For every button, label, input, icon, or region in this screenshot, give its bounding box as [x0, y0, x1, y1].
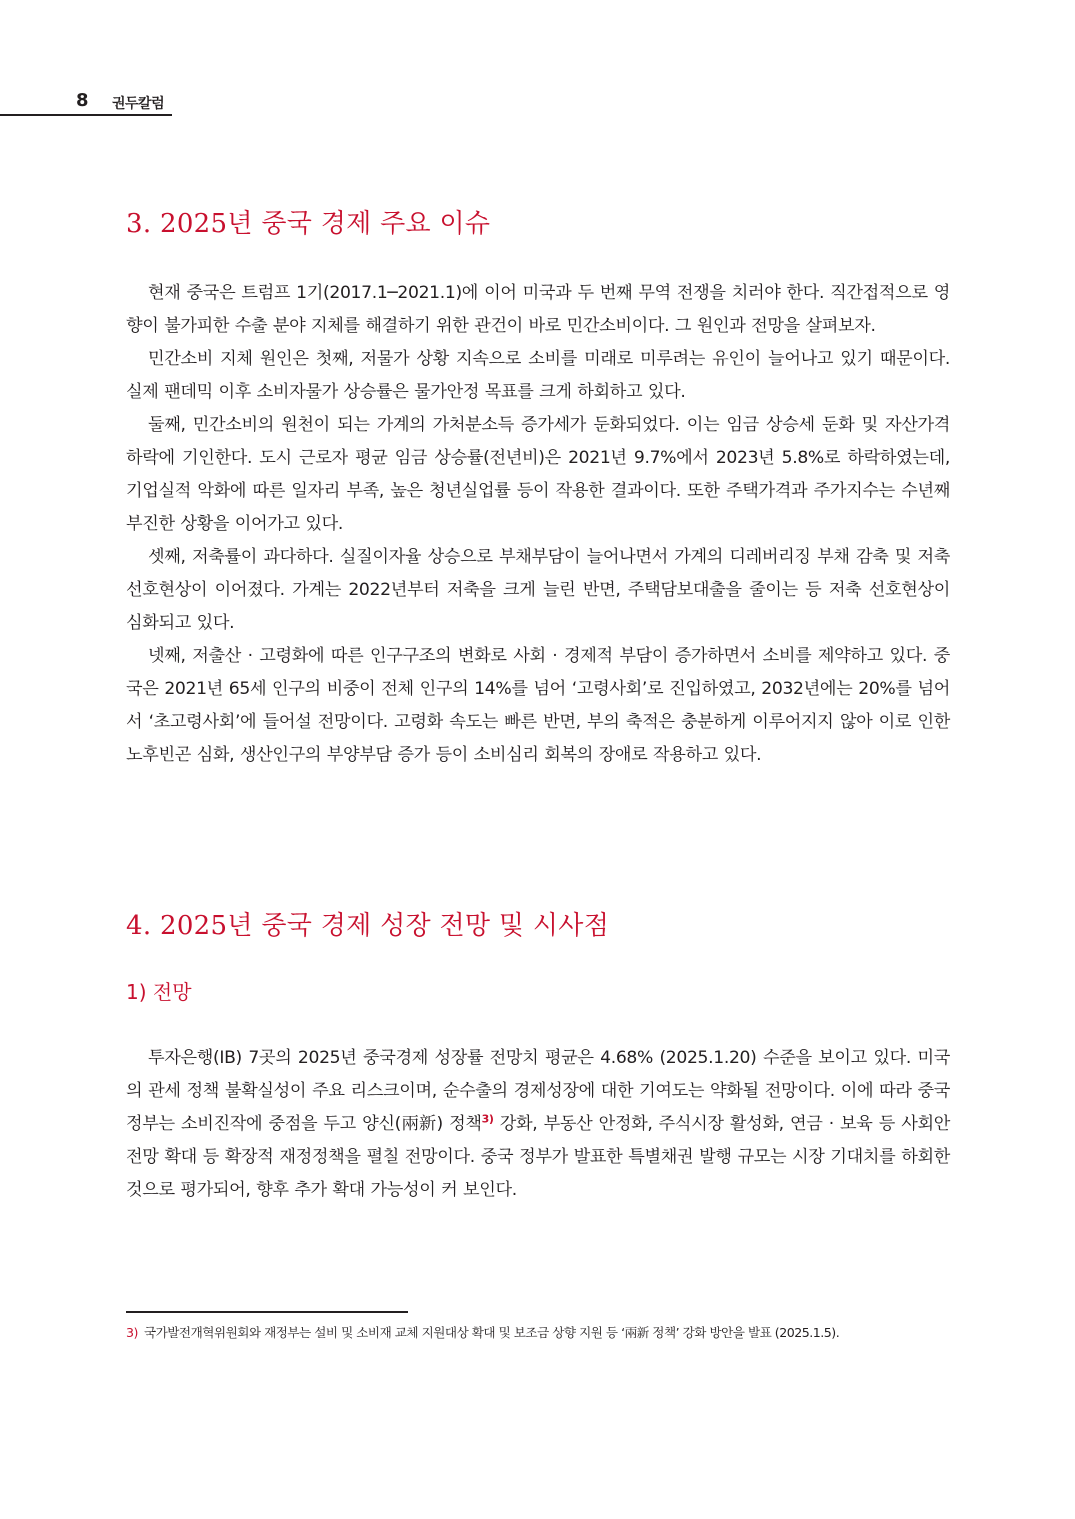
section-4-subheading-wrap: [126, 976, 950, 1005]
footnote: [126, 1322, 956, 1341]
footnote-number: 3): [126, 1325, 138, 1340]
section-3-heading: 3. 2025년 중국 경제 주요 이슈: [126, 209, 491, 239]
page-number: 8: [76, 90, 89, 111]
section-3-body: [126, 277, 950, 772]
paragraph: 민간소비 지체 원인은 첫째, 저물가 상황 지속으로 소비를 미래로 미루려는 유인이 늘어나고 있기 때문이다. 실제 팬데믹 이후 소비자물가 상승률은 물가안정 목표를 크게 하회하고 있다.: [126, 349, 950, 402]
paragraph: 셋째, 저축률이 과다하다. 실질이자율 상승으로 부채부담이 늘어나면서 가계의 디레버리징 부채 감축 및 저축 선호현상이 이어졌다. 가계는 2022년부터 저축을 크게 늘린 반면, 주택담보대출을 줄이는 등 저축 선호현상이 심화되고 있다.: [126, 547, 950, 633]
footnote-text: 국가발전개혁위원회와 재정부는 설비 및 소비재 교체 지원대상 확대 및 보조금 상향 지원 등 ‘兩新 정책’ 강화 방안을 발표 (2025.1.5).: [143, 1325, 840, 1340]
header-rule: [0, 114, 172, 116]
section-4-heading: 4. 2025년 중국 경제 성장 전망 및 시사점: [126, 911, 610, 941]
paragraph: 현재 중국은 트럼프 1기(2017.1─2021.1)에 이어 미국과 두 번째 무역 전쟁을 치러야 한다. 직간접적으로 영향이 불가피한 수출 분야 지체를 해결하기 위한 관건이 바로 민간소비이다. 그 원인과 전망을 살펴보자.: [126, 283, 950, 336]
running-header: [0, 86, 175, 120]
paragraph-text: 투자은행(IB) 7곳의 2025년 중국경제 성장률 전망치 평균은 4.68% (2025.1.20) 수준을 보이고 있다. 미국의 관세 정책 불확실성이 주요 리스크이며, 순수출의 경제성장에 대한 기여도는 약화될 전망이다. 이에 따라 중국 정부는 소비진작에 중점을 두고 양신(兩新) 정책: [126, 1048, 950, 1134]
paragraph: 둘째, 민간소비의 원천이 되는 가계의 가처분소득 증가세가 둔화되었다. 이는 임금 상승세 둔화 및 자산가격 하락에 기인한다. 도시 근로자 평균 임금 상승률(전년비)은 2021년 9.7%에서 2023년 5.8%로 하락하였는데, 기업실적 악화에 따른 일자리 부족, 높은 청년실업률 등이 작용한 결과이다. 또한 주택가격과 주가지수는 수년째 부진한 상황을 이어가고 있다.: [126, 415, 950, 534]
paragraph: 넷째, 저출산 · 고령화에 따른 인구구조의 변화로 사회 · 경제적 부담이 증가하면서 소비를 제약하고 있다. 중국은 2021년 65세 인구의 비중이 전체 인구의 14%를 넘어 ‘고령사회’로 진입하였고, 2032년에는 20%를 넘어서 ‘초고령사회’에 들어설 전망이다. 고령화 속도는 빠른 반면, 부의 축적은 충분하게 이루어지지 않아 이로 인한 노후빈곤 심화, 생산인구의 부양부담 증가 등이 소비심리 회복의 장애로 작용하고 있다.: [126, 646, 950, 765]
footnote-reference[interactable]: 3): [481, 1112, 494, 1126]
paragraph: [126, 1042, 950, 1207]
subsection-heading: 1) 전망: [126, 980, 192, 1004]
section-4: [126, 905, 950, 942]
section-label: 권두칼럼: [112, 96, 165, 112]
section-3: [126, 203, 950, 240]
section-4-body: [126, 1042, 950, 1207]
footnote-divider: [126, 1311, 408, 1313]
paragraph-text: 강화, 부동산 안정화, 주식시장 활성화, 연금 · 보육 등 사회안전망 확대 등 확장적 재정정책을 펼칠 전망이다. 중국 정부가 발표한 특별채권 발행 규모는 시장 기대치를 하회한 것으로 평가되어, 향후 추가 확대 가능성이 커 보인다.: [126, 1114, 950, 1200]
